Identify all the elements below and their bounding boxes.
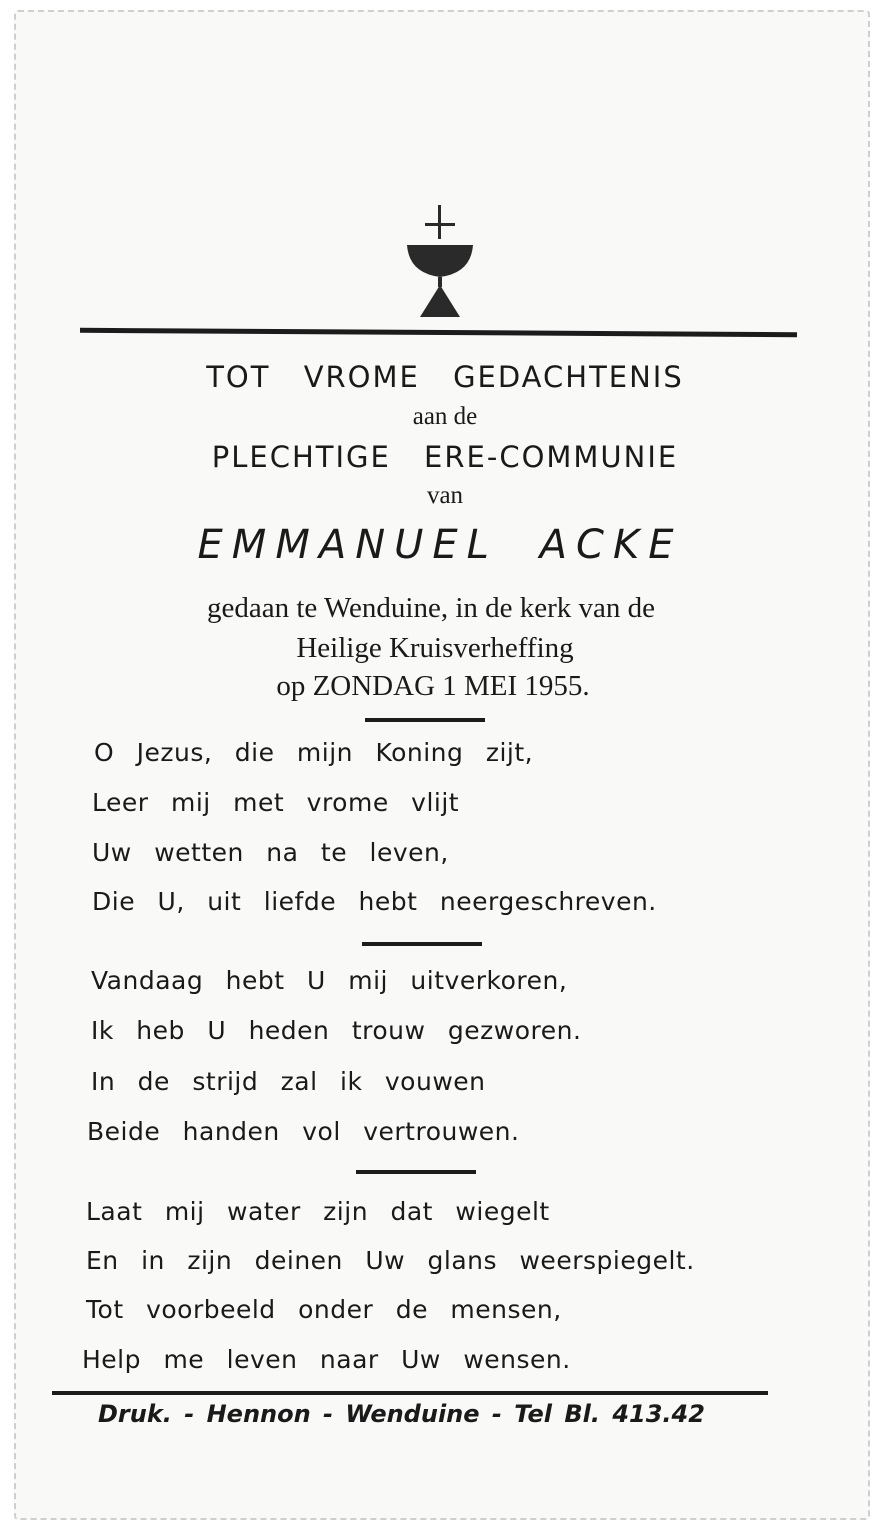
poem-line: O Jezus, die mijn Koning zijt,	[94, 738, 534, 767]
poem-line: Ik heb U heden trouw gezworen.	[91, 1016, 582, 1045]
printer-imprint: Druk. - Hennon - Wenduine - Tel Bl. 413.42	[98, 1400, 705, 1428]
poem-line: Beide handen vol vertrouwen.	[87, 1117, 520, 1146]
connector-van: van	[426, 482, 464, 509]
chalice-with-cross-icon	[405, 205, 475, 320]
bottom-rule	[52, 1391, 768, 1395]
heading: TOT VROME GEDACHTENIS	[206, 360, 684, 394]
poem-line: Laat mij water zijn dat wiegelt	[86, 1197, 550, 1226]
poem-line: Die U, uit liefde hebt neergeschreven.	[92, 887, 657, 916]
divider	[365, 718, 485, 722]
divider	[356, 1170, 476, 1174]
poem-line: In de strijd zal ik vouwen	[91, 1067, 486, 1096]
poem-line: En in zijn deinen Uw glans weerspiegelt.	[86, 1246, 695, 1275]
communicant-name: EMMANUEL ACKE	[197, 522, 683, 568]
place-line-1: gedaan te Wenduine, in de kerk van de	[206, 592, 656, 624]
poem-line: Help me leven naar Uw wensen.	[82, 1345, 571, 1374]
poem-line: Vandaag hebt U mij uitverkoren,	[91, 966, 568, 995]
divider	[362, 942, 482, 946]
connector-aan-de: aan de	[412, 403, 478, 430]
date-line: op ZONDAG 1 MEI 1955.	[276, 670, 590, 702]
poem-line: Tot voorbeeld onder de mensen,	[86, 1295, 562, 1324]
place-line-2: Heilige Kruisverheffing	[296, 632, 574, 664]
poem-line: Leer mij met vrome vlijt	[92, 788, 460, 817]
poem-line: Uw wetten na te leven,	[92, 838, 449, 867]
occasion: PLECHTIGE ERE-COMMUNIE	[211, 440, 679, 474]
